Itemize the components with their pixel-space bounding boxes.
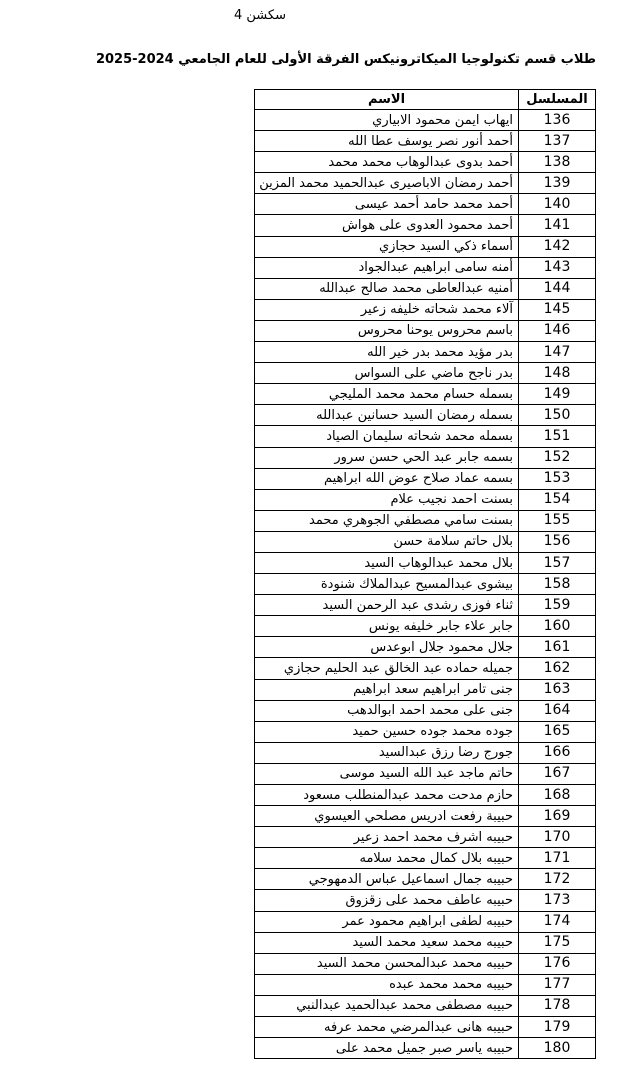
- student-roster-table: [254, 89, 596, 1059]
- name-cell: جنى تامر ابراهيم سعد ابراهيم: [255, 679, 519, 700]
- name-cell: بدر ناجح ماضي على السواس: [255, 363, 519, 384]
- name-cell: حبيبه اشرف محمد احمد زعير: [255, 827, 519, 848]
- table-row: [255, 342, 596, 363]
- name-cell: بيشوى عبدالمسيح عبدالملاك شنودة: [255, 574, 519, 595]
- serial-cell: 177: [519, 974, 596, 995]
- table-row: [255, 110, 596, 131]
- table-row: [255, 552, 596, 573]
- table-row: [255, 468, 596, 489]
- serial-cell: 162: [519, 658, 596, 679]
- serial-cell: 166: [519, 742, 596, 763]
- name-cell: أحمد رمضان الاباصيرى عبدالحميد محمد المزين: [255, 173, 519, 194]
- name-cell: أحمد أنور نصر يوسف عطا الله: [255, 131, 519, 152]
- serial-cell: 171: [519, 848, 596, 869]
- name-cell: أحمد محمد حامد أحمد عيسى: [255, 194, 519, 215]
- serial-cell: 141: [519, 215, 596, 236]
- table-row: [255, 679, 596, 700]
- name-cell: جنى على محمد احمد ابوالدهب: [255, 700, 519, 721]
- table-row: [255, 215, 596, 236]
- name-cell: أحمد محمود العدوى على هواش: [255, 215, 519, 236]
- table-row: [255, 1038, 596, 1059]
- document-title: طلاب قسم تكنولوجيا الميكاترونيكس الفرقة الأولى للعام الجامعي 2024-2025: [95, 52, 596, 67]
- serial-cell: 157: [519, 552, 596, 573]
- table-row: [255, 278, 596, 299]
- table-row: [255, 384, 596, 405]
- serial-cell: 154: [519, 489, 596, 510]
- serial-cell: 159: [519, 595, 596, 616]
- table-row: [255, 658, 596, 679]
- serial-column-header: المسلسل: [519, 90, 596, 110]
- table-row: [255, 721, 596, 742]
- name-cell: ثناء فوزى رشدى عبد الرحمن السيد: [255, 595, 519, 616]
- name-cell: جابر علاء جابر خليفه يونس: [255, 616, 519, 637]
- name-cell: بسمله حسام محمد محمد المليجي: [255, 384, 519, 405]
- serial-cell: 139: [519, 173, 596, 194]
- serial-cell: 160: [519, 616, 596, 637]
- serial-cell: 150: [519, 405, 596, 426]
- table-row: [255, 848, 596, 869]
- name-cell: حبيبه محمد عبدالمحسن محمد السيد: [255, 953, 519, 974]
- name-cell: أمنه سامى ابراهيم عبدالجواد: [255, 257, 519, 278]
- serial-cell: 165: [519, 721, 596, 742]
- serial-cell: 148: [519, 363, 596, 384]
- name-cell: جلال محمود جلال ابوعدس: [255, 637, 519, 658]
- serial-cell: 176: [519, 953, 596, 974]
- serial-cell: 180: [519, 1038, 596, 1059]
- name-cell: حبيبة رفعت ادريس مصلحي العيسوي: [255, 806, 519, 827]
- table-row: [255, 742, 596, 763]
- serial-cell: 167: [519, 763, 596, 784]
- name-cell: آلاء محمد شحاته خليفه زعير: [255, 299, 519, 320]
- serial-cell: 136: [519, 110, 596, 131]
- name-cell: بسمله محمد شحاته سليمان الصياد: [255, 426, 519, 447]
- table-row: [255, 173, 596, 194]
- table-row: [255, 236, 596, 257]
- serial-cell: 174: [519, 911, 596, 932]
- table-row: [255, 299, 596, 320]
- serial-cell: 172: [519, 869, 596, 890]
- serial-cell: 138: [519, 152, 596, 173]
- table-row: [255, 700, 596, 721]
- serial-cell: 145: [519, 299, 596, 320]
- table-row: [255, 447, 596, 468]
- serial-cell: 170: [519, 827, 596, 848]
- name-cell: ايهاب ايمن محمود الابياري: [255, 110, 519, 131]
- name-cell: حبيبه مصطفى محمد عبدالحميد عبدالنبي: [255, 995, 519, 1016]
- serial-cell: 164: [519, 700, 596, 721]
- table-row: [255, 426, 596, 447]
- serial-cell: 161: [519, 637, 596, 658]
- table-row: [255, 932, 596, 953]
- name-cell: بسنت احمد نجيب علام: [255, 489, 519, 510]
- name-cell: بسمه عماد صلاح عوض الله ابراهيم: [255, 468, 519, 489]
- table-row: [255, 320, 596, 341]
- table-row: [255, 827, 596, 848]
- table-row: [255, 363, 596, 384]
- name-cell: حبيبه لطفى ابراهيم محمود عمر: [255, 911, 519, 932]
- table-row: [255, 763, 596, 784]
- table-row: [255, 194, 596, 215]
- roster-body: [255, 110, 596, 1059]
- table-row: [255, 531, 596, 552]
- table-header-row: [255, 90, 596, 110]
- serial-cell: 169: [519, 806, 596, 827]
- table-row: [255, 510, 596, 531]
- table-row: [255, 785, 596, 806]
- table-row: [255, 869, 596, 890]
- serial-cell: 137: [519, 131, 596, 152]
- serial-cell: 152: [519, 447, 596, 468]
- table-row: [255, 890, 596, 911]
- table-row: [255, 574, 596, 595]
- name-cell: أحمد بدوى عبدالوهاب محمد محمد: [255, 152, 519, 173]
- table-row: [255, 911, 596, 932]
- table-row: [255, 489, 596, 510]
- serial-cell: 175: [519, 932, 596, 953]
- serial-cell: 168: [519, 785, 596, 806]
- serial-cell: 142: [519, 236, 596, 257]
- table-row: [255, 152, 596, 173]
- serial-cell: 151: [519, 426, 596, 447]
- table-row: [255, 806, 596, 827]
- table-row: [255, 616, 596, 637]
- serial-cell: 155: [519, 510, 596, 531]
- name-cell: حبيبه عاطف محمد على زقزوق: [255, 890, 519, 911]
- name-cell: حبيبه محمد سعيد محمد السيد: [255, 932, 519, 953]
- table-row: [255, 974, 596, 995]
- serial-cell: 156: [519, 531, 596, 552]
- name-cell: جورج رضا رزق عبدالسيد: [255, 742, 519, 763]
- table-row: [255, 131, 596, 152]
- name-cell: حازم مدحت محمد عبدالمنطلب مسعود: [255, 785, 519, 806]
- serial-cell: 173: [519, 890, 596, 911]
- name-column-header: الاسم: [255, 90, 519, 110]
- table-row: [255, 405, 596, 426]
- serial-cell: 149: [519, 384, 596, 405]
- name-cell: حبيبه جمال اسماعيل عباس الدمهوجي: [255, 869, 519, 890]
- table-row: [255, 1017, 596, 1038]
- section-label: سكشن 4: [234, 8, 286, 23]
- serial-cell: 178: [519, 995, 596, 1016]
- name-cell: حاتم ماجد عبد الله السيد موسى: [255, 763, 519, 784]
- table-row: [255, 595, 596, 616]
- name-cell: بسمله رمضان السيد حسانين عبدالله: [255, 405, 519, 426]
- name-cell: بلال حاتم سلامة حسن: [255, 531, 519, 552]
- name-cell: بلال محمد عبدالوهاب السيد: [255, 552, 519, 573]
- name-cell: بسنت سامي مصطفي الجوهري محمد: [255, 510, 519, 531]
- serial-cell: 158: [519, 574, 596, 595]
- serial-cell: 153: [519, 468, 596, 489]
- name-cell: حبيبه هانى عبدالمرضي محمد عرفه: [255, 1017, 519, 1038]
- table-row: [255, 953, 596, 974]
- name-cell: باسم محروس يوحنا محروس: [255, 320, 519, 341]
- name-cell: بسمه جابر عبد الحي حسن سرور: [255, 447, 519, 468]
- name-cell: جوده محمد جوده حسين حميد: [255, 721, 519, 742]
- serial-cell: 179: [519, 1017, 596, 1038]
- name-cell: حبيبه ياسر صبر جميل محمد على: [255, 1038, 519, 1059]
- name-cell: أمنيه عبدالعاطى محمد صالح عبدالله: [255, 278, 519, 299]
- name-cell: بدر مؤيد محمد بدر خير الله: [255, 342, 519, 363]
- serial-cell: 143: [519, 257, 596, 278]
- name-cell: أسماء ذكي السيد حجازي: [255, 236, 519, 257]
- name-cell: حبيبه بلال كمال محمد سلامه: [255, 848, 519, 869]
- serial-cell: 163: [519, 679, 596, 700]
- serial-cell: 140: [519, 194, 596, 215]
- name-cell: جميله حماده عبد الخالق عبد الحليم حجازي: [255, 658, 519, 679]
- table-row: [255, 257, 596, 278]
- table-row: [255, 637, 596, 658]
- serial-cell: 147: [519, 342, 596, 363]
- serial-cell: 144: [519, 278, 596, 299]
- table-row: [255, 995, 596, 1016]
- serial-cell: 146: [519, 320, 596, 341]
- name-cell: حبيبه محمد محمد عبده: [255, 974, 519, 995]
